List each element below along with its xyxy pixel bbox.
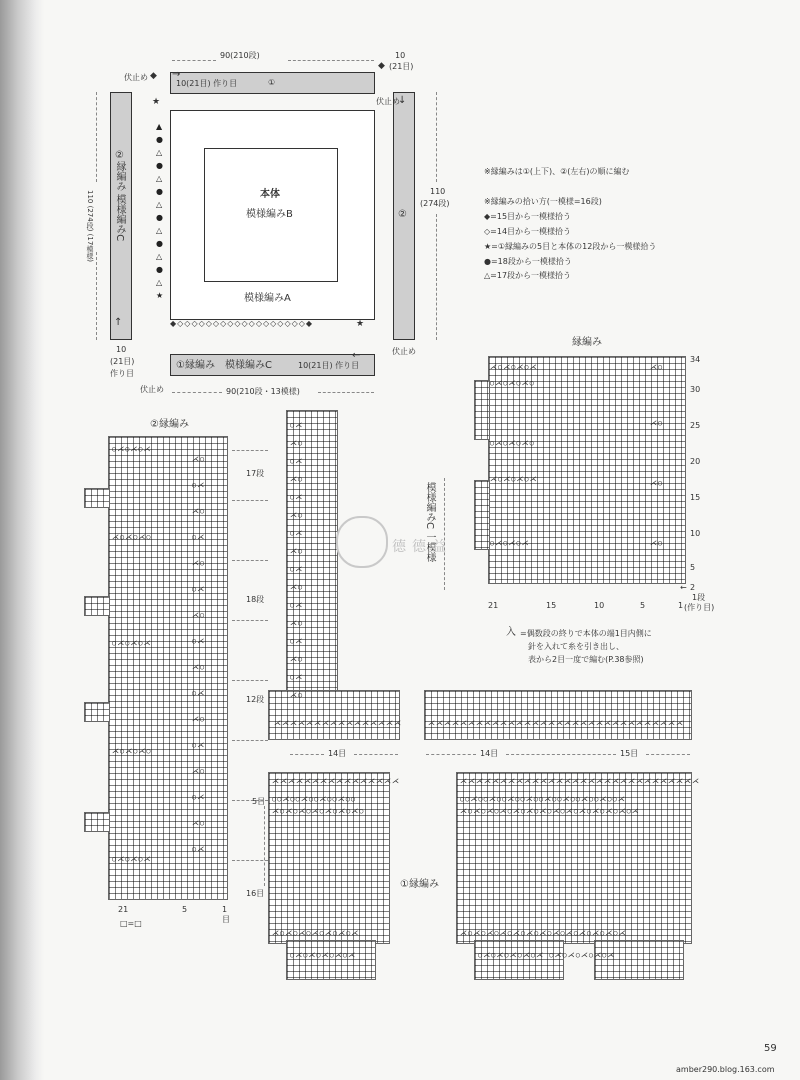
stitch-col: ⋌○ xyxy=(650,363,664,371)
dim-line xyxy=(288,60,374,61)
left-bottom-number: 10 xyxy=(116,345,127,354)
stitch-row: ○⋌○⋌○⋌ xyxy=(112,445,152,453)
connector-line xyxy=(232,560,268,561)
col-label: 1 xyxy=(222,905,228,914)
label-18-rows: 18段 xyxy=(246,595,265,604)
left-strip-label: ②縁編み 模様編みC xyxy=(114,150,125,242)
legend-text: 針を入れて糸を引き出し、 xyxy=(528,642,624,651)
stitch-col: ⋌○ ○⋌ ⋌○ ○⋌ ⋌○ ○⋌ ⋌○ ○⋌ ⋌○ ○⋌ ⋌○ ○⋌ ⋌○ ○⋌ ⋌○ ○⋌ xyxy=(192,455,206,853)
connector-line xyxy=(232,620,268,621)
watermark-text: 德德益 xyxy=(392,539,452,555)
right-chart-side-label: 模様編みC 一模様 xyxy=(424,482,435,563)
row-label: 10 xyxy=(690,529,701,538)
width-bottom-label: 90(210段・13模様) xyxy=(226,387,300,396)
width-top-label: 90(210段) xyxy=(220,51,260,60)
legend-symbol: 入 xyxy=(506,627,516,638)
body-title: 本体 xyxy=(260,189,280,200)
stitch-row: ○⋌○⋌○⋌ xyxy=(112,855,152,863)
label-12-rows: 12段 xyxy=(246,695,265,704)
stitch-col: ⋌○ xyxy=(650,479,664,487)
dim-line xyxy=(290,754,324,755)
label-14-sts: 14目 xyxy=(328,749,347,758)
dim-line xyxy=(354,754,398,755)
right-chart-scallop xyxy=(474,380,490,440)
stitch-row: ⋌⋌⋌⋌⋌⋌⋌⋌⋌⋌⋌⋌⋌⋌⋌⋌⋌⋌⋌⋌⋌⋌⋌⋌⋌⋌⋌⋌⋌⋌⋌⋌ xyxy=(428,719,684,727)
arrow-down-icon: ↓ xyxy=(398,95,407,106)
bottom-scallop xyxy=(474,940,564,980)
stitch-row: ⋌○⋌○⋌○ xyxy=(112,747,152,755)
arrow-up-icon: ↑ xyxy=(114,317,123,328)
stitch-row: ⋌○⋌○⋌○⋌○⋌○⋌○⋌○⋌○⋌○⋌○⋌○⋌○⋌○⋌ xyxy=(460,807,640,815)
dim-line xyxy=(172,392,222,393)
stitch-row: ○⋌○⋌○⋌○⋌○⋌ xyxy=(290,951,357,959)
stitch-row: ⋌○⋌○⋌○⋌○⋌○⋌○⋌○⋌○⋌○⋌○⋌○⋌○⋌ xyxy=(460,929,627,937)
connector-line xyxy=(232,500,268,501)
row-first-sub: (作り目) xyxy=(684,603,715,612)
top-strip-number: ① xyxy=(268,78,276,87)
body-pattern-b: 模様編みB xyxy=(246,209,293,220)
stitch-row: ○⋌○⋌○⋌○⋌○⋌ ○⋌○⋌○⋌○⋌○⋌ xyxy=(478,951,616,959)
book-spine-shadow xyxy=(0,0,44,1080)
dim-line xyxy=(264,806,265,886)
left-bottom-start: 作り目 xyxy=(110,369,134,378)
note-line: ●=18段から一模様拾う xyxy=(484,257,572,266)
row-label: 5 xyxy=(690,563,696,572)
fushidome-right: 伏止め xyxy=(376,97,400,106)
col-unit: 目 xyxy=(222,915,230,924)
dim-line xyxy=(96,92,97,182)
col-label: 5 xyxy=(640,601,646,610)
stitch-row: ⋌○⋌○⋌○⋌ xyxy=(490,475,538,483)
stitch-col: ⋌○ xyxy=(650,539,664,547)
stitch-row: ○⋌○⋌○⋌○ xyxy=(490,379,535,387)
bottom-diamond-markers: ◆◇◇◇◇◇◇◇◇◇◇◇◇◇◇◇◇◇◇◆ xyxy=(170,319,314,328)
dim-line xyxy=(506,754,616,755)
dim-line xyxy=(646,754,690,755)
fushidome-top-left: 伏止め xyxy=(124,73,148,82)
star-icon: ★ xyxy=(356,319,365,329)
stitch-row: ○⋌○⋌○⋌ xyxy=(490,539,530,547)
row-label: 15 xyxy=(690,493,701,502)
label-17-rows: 17段 xyxy=(246,469,265,478)
right-strip-number: ② xyxy=(398,209,407,220)
col-label: 1 xyxy=(678,601,684,610)
stitch-col: ⋌○ xyxy=(650,419,664,427)
stitch-row: ⋌⋌⋌⋌⋌⋌⋌⋌⋌⋌⋌⋌⋌⋌⋌⋌ xyxy=(272,777,400,785)
dim-line xyxy=(436,214,437,340)
stitch-row: ○⋌○⋌○⋌ xyxy=(112,639,152,647)
fushidome-bottom-left: 伏止め xyxy=(140,385,164,394)
stitch-row: ○○⋌○○⋌○○⋌○○⋌○○ xyxy=(272,795,357,803)
left-scallop xyxy=(84,488,110,508)
dim-line xyxy=(96,252,97,340)
corner-right-sub: (21目) xyxy=(389,62,414,71)
row-start-label: 2 xyxy=(690,583,696,592)
right-chart-scallop xyxy=(474,480,490,550)
arrow-left-icon: ← xyxy=(352,350,361,361)
corner-right-label: 10 xyxy=(395,51,406,60)
legend-text: 表から2目一度で編む(P.38参照) xyxy=(528,655,644,664)
stitch-row: ⋌○⋌○⋌○⋌ xyxy=(490,363,538,371)
note-line: ※縁編みの拾い方(一模様=16段) xyxy=(484,197,602,206)
right-chart-title: 縁編み xyxy=(572,337,602,348)
label-5-sts: 5目 xyxy=(252,797,266,806)
left-chart-grid xyxy=(108,436,228,900)
dim-line xyxy=(318,392,374,393)
row-label: 30 xyxy=(690,385,701,394)
dim-line xyxy=(172,60,216,61)
stitch-row: ⋌○⋌○⋌○ xyxy=(112,533,152,541)
connector-line xyxy=(232,740,268,741)
note-line: ※縁編みは①(上下)、②(左右)の順に編む xyxy=(484,167,630,176)
note-line: ◇=14目から一模様拾う xyxy=(484,227,572,236)
col-label: 21 xyxy=(488,601,499,610)
dim-line xyxy=(426,754,476,755)
connector-line xyxy=(232,860,268,861)
left-scallop xyxy=(84,702,110,722)
col-label: 21 xyxy=(118,905,129,914)
footer-url: amber290.blog.163.com xyxy=(676,1065,775,1074)
body-pattern-a: 模様編みA xyxy=(244,293,291,304)
body-edge-foot xyxy=(268,690,400,740)
bottom-scallop xyxy=(286,940,376,980)
fushidome-bottom-right: 伏止め xyxy=(392,347,416,356)
arrow-right-icon: → xyxy=(172,69,181,80)
row-first-label: 1段 xyxy=(692,593,706,602)
page-number: 59 xyxy=(764,1043,777,1054)
stitch-row: ⋌○⋌○⋌○⋌○⋌○⋌○⋌ xyxy=(272,929,360,937)
bottom-scallop xyxy=(594,940,684,980)
col-label: 10 xyxy=(594,601,605,610)
bottom-chart-title: ①縁編み xyxy=(400,879,439,890)
note-line: △=17段から一模様拾う xyxy=(484,271,572,280)
bracket-line xyxy=(444,478,445,590)
body-edge-row xyxy=(424,690,692,740)
stitch-col: ○⋌ ⋌○ ○⋌ ⋌○ ○⋌ ⋌○ ○⋌ ⋌○ ○⋌ ⋌○ ○⋌ ⋌○ ○⋌ ⋌○ ○⋌ ⋌○ xyxy=(290,421,304,699)
star-icon: ★ xyxy=(152,97,161,107)
stitch-row: ○○⋌○○⋌○○⋌○○⋌○○⋌○○⋌○○⋌○○⋌○○⋌ xyxy=(460,795,626,803)
stitch-row: ⋌⋌⋌⋌⋌⋌⋌⋌⋌⋌⋌⋌⋌⋌⋌⋌ xyxy=(274,719,402,727)
diamond-filled-icon: ◆ xyxy=(150,71,157,81)
connector-line xyxy=(232,680,268,681)
left-chart-legend: □=□ xyxy=(120,919,142,928)
stitch-row: ○⋌○⋌○⋌○ xyxy=(490,439,535,447)
right-dim-label: 110 xyxy=(430,187,446,196)
note-line: ★=①縁編みの5目と本体の12段から一模様拾う xyxy=(484,242,657,251)
left-scallop xyxy=(84,812,110,832)
row-label: 34 xyxy=(690,355,701,364)
left-chart-title: ②縁編み xyxy=(150,419,189,430)
arrow-left-icon: ← xyxy=(680,583,687,592)
left-scallop xyxy=(84,596,110,616)
left-bottom-number-sub: (21目) xyxy=(110,357,135,366)
stitch-row: ⋌○⋌○⋌○⋌○⋌○⋌○⋌○ xyxy=(272,807,365,815)
label-16-sts: 16目 xyxy=(246,889,265,898)
row-label: 25 xyxy=(690,421,701,430)
dim-line xyxy=(436,92,437,182)
stitch-row: ⋌⋌⋌⋌⋌⋌⋌⋌⋌⋌⋌⋌⋌⋌⋌⋌⋌⋌⋌⋌⋌⋌⋌⋌⋌⋌⋌⋌⋌⋌ xyxy=(460,777,700,785)
row-label: 20 xyxy=(690,457,701,466)
left-dim-label: 110 (274段) (17模様) xyxy=(86,190,94,263)
top-start-label: 10(21目) 作り目 xyxy=(176,79,238,88)
left-markers: ▲ ● △ ● △ ● △ ● △ ● △ ● △ ★ xyxy=(156,122,164,300)
connector-line xyxy=(232,450,268,451)
right-dim-sub: (274段) xyxy=(420,199,450,208)
bottom-strip-label: ①縁編み 模様編みC xyxy=(176,360,272,371)
label-15-sts: 15目 xyxy=(620,749,639,758)
note-line: ◆=15目から一模様拾う xyxy=(484,212,572,221)
right-chart-grid xyxy=(488,356,686,584)
label-14-sts: 14目 xyxy=(480,749,499,758)
watermark-logo xyxy=(336,516,388,568)
diamond-filled-icon: ◆ xyxy=(378,61,385,71)
col-label: 5 xyxy=(182,905,188,914)
legend-text: =偶数段の終りで本体の端1目内側に xyxy=(520,629,652,638)
col-label: 15 xyxy=(546,601,557,610)
bottom-start-label: 10(21目) 作り目 xyxy=(298,361,360,370)
